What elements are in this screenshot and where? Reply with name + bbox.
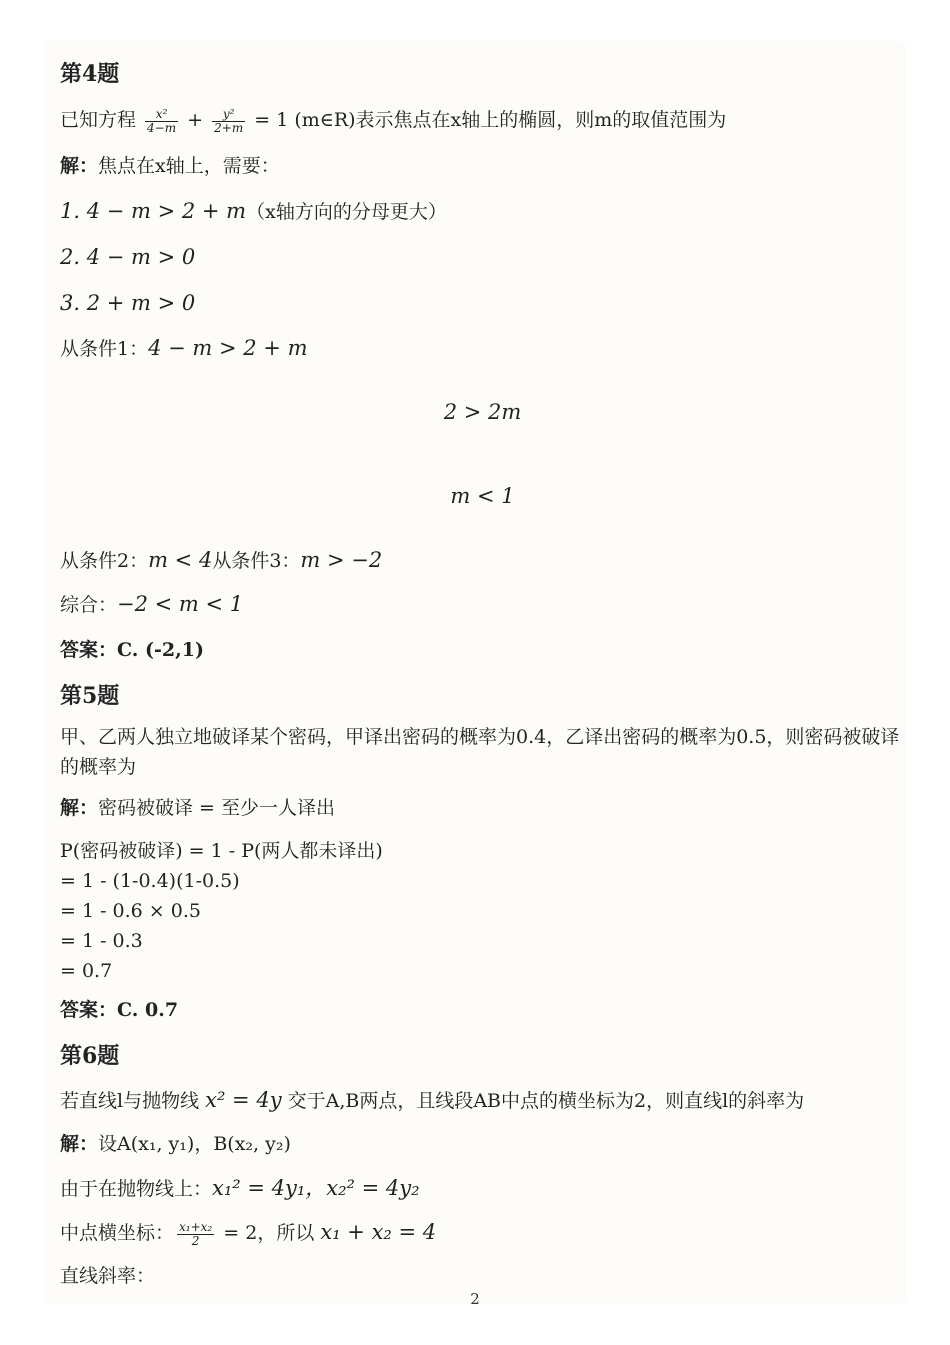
q4-frac2-den: 2+m bbox=[214, 120, 244, 135]
q4-from1-label: 从条件1： bbox=[60, 338, 149, 360]
q4-from3-label: 从条件3： bbox=[212, 550, 301, 572]
q4-sol-text: 焦点在x轴上，需要： bbox=[98, 155, 280, 177]
q5-heading: 第5题 bbox=[60, 683, 120, 709]
q5-prompt: 甲、乙两人独立地破译某个密码，甲译出密码的概率为0.4，乙译出密码的概率为0.5，则密码被破译的概率为 bbox=[60, 726, 900, 778]
page-number: 2 bbox=[470, 1290, 480, 1308]
q6-solution bbox=[60, 1122, 905, 1166]
q6-prompt-math: x² = 4y bbox=[205, 1088, 282, 1112]
q5-calc-line-2: = 1 - (1-0.4)(1-0.5) bbox=[60, 870, 240, 892]
q6-sol-label: 解： bbox=[60, 1133, 99, 1155]
q4-combined-expr: −2 < m < 1 bbox=[117, 592, 244, 616]
q4-frac1 bbox=[145, 108, 178, 135]
q4-from2-expr: m < 4 bbox=[148, 548, 213, 572]
q4-step1: 2 > 2m bbox=[443, 400, 522, 424]
q6-midpoint bbox=[60, 1210, 905, 1254]
q4-step2: m < 1 bbox=[450, 484, 515, 508]
q6-midpoint-sum: x₁ + x₂ = 4 bbox=[320, 1220, 437, 1244]
q6-on-parabola-expr: x₁² = 4y₁，x₂² = 4y₂ bbox=[212, 1176, 420, 1200]
q5-calc-line-5: = 0.7 bbox=[60, 960, 113, 982]
q4-combined bbox=[60, 582, 905, 626]
document-content bbox=[60, 52, 905, 1298]
q4-frac1-den: 4−m bbox=[147, 120, 177, 135]
q4-from23 bbox=[60, 538, 905, 582]
q6-sol-text: 设A(x₁, y₁)，B(x₂, y₂) bbox=[98, 1133, 291, 1155]
q4-cond2: 2. 4 − m > 0 bbox=[60, 245, 196, 269]
q4-frac2 bbox=[212, 108, 245, 135]
q4-frac2-num: y² bbox=[212, 108, 245, 122]
q6-prompt bbox=[60, 1078, 905, 1122]
q4-answer: 答案：C. (-2,1) bbox=[60, 639, 204, 661]
q5-sol-text: 密码被破译 = 至少一人译出 bbox=[98, 797, 336, 819]
q4-from1-expr: 4 − m > 2 + m bbox=[148, 336, 308, 360]
q5-answer: 答案：C. 0.7 bbox=[60, 999, 179, 1021]
q5-calc-line-1: P(密码被破译) = 1 - P(两人都未译出) bbox=[60, 840, 383, 862]
q6-midpoint-post: = 2，所以 bbox=[217, 1222, 321, 1244]
q4-heading: 第4题 bbox=[60, 61, 120, 87]
q6-mid-frac-den: 2 bbox=[191, 1233, 200, 1248]
q6-mid-frac-num: x₁+x₂ bbox=[179, 1219, 213, 1234]
q4-from1 bbox=[60, 326, 905, 370]
q6-midpoint-label: 中点横坐标： bbox=[60, 1222, 175, 1244]
q6-prompt-post: 交于A,B两点，且线段AB中点的横坐标为2，则直线l的斜率为 bbox=[281, 1090, 805, 1112]
q6-heading: 第6题 bbox=[60, 1043, 120, 1069]
q5-calc-line-4: = 1 - 0.3 bbox=[60, 930, 143, 952]
q6-mid-frac bbox=[177, 1221, 214, 1248]
q4-cond1-expr: 1. 4 − m > 2 + m bbox=[60, 199, 247, 223]
q4-frac1-num: x² bbox=[145, 108, 178, 122]
q6-slope-label: 直线斜率： bbox=[60, 1265, 156, 1287]
q4-cond1 bbox=[60, 188, 905, 234]
q4-from2-label: 从条件2： bbox=[60, 550, 149, 572]
q4-prompt-post: = 1 (m∈R)表示焦点在x轴上的椭圆，则m的取值范围为 bbox=[248, 109, 727, 131]
q6-prompt-pre: 若直线l与抛物线 bbox=[60, 1090, 206, 1112]
q4-plus: + bbox=[181, 109, 210, 131]
q5-calc bbox=[60, 830, 905, 986]
q6-on-parabola-label: 由于在抛物线上： bbox=[60, 1178, 213, 1200]
q4-prompt-pre: 已知方程 bbox=[60, 109, 143, 131]
q4-cond3: 3. 2 + m > 0 bbox=[60, 291, 196, 315]
q5-sol-label: 解： bbox=[60, 797, 99, 819]
q4-from3-expr: m > −2 bbox=[300, 548, 383, 572]
q5-calc-line-3: = 1 - 0.6 × 0.5 bbox=[60, 900, 201, 922]
q5-solution bbox=[60, 786, 905, 830]
q4-combined-label: 综合： bbox=[60, 594, 118, 616]
q4-cond1-note: （x轴方向的分母更大） bbox=[246, 201, 447, 223]
q4-solution bbox=[60, 144, 905, 188]
q6-on-parabola bbox=[60, 1166, 905, 1210]
q4-prompt bbox=[60, 96, 905, 144]
q4-sol-label: 解： bbox=[60, 155, 99, 177]
